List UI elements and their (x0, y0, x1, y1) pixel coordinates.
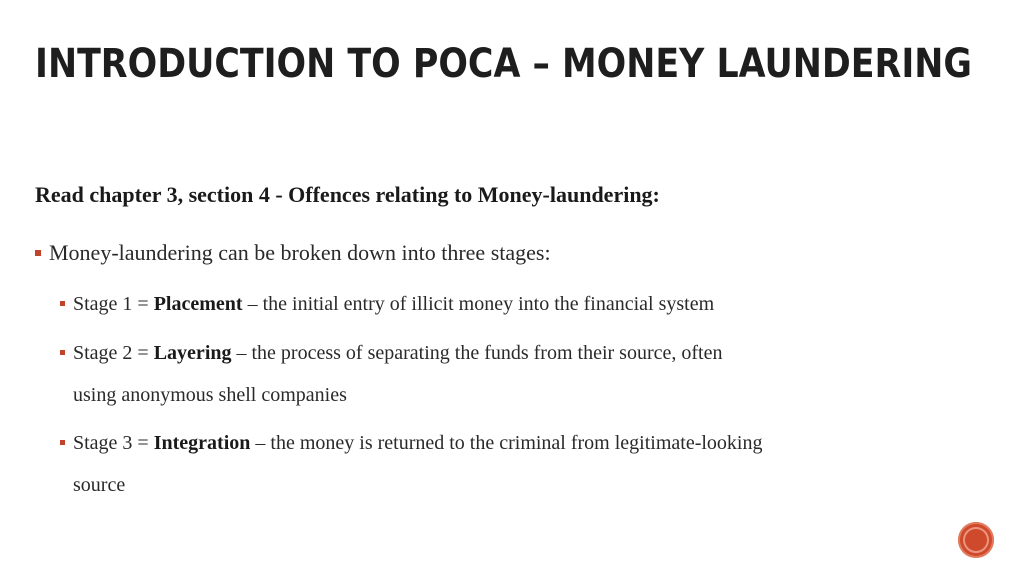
bullet-main-text: Money-laundering can be broken down into three stages: (49, 240, 551, 265)
stage-term: Placement (153, 293, 243, 315)
square-bullet-icon (60, 440, 65, 445)
stage-item-3 (60, 422, 1000, 506)
stage-prefix: Stage 1 = (73, 293, 154, 315)
square-bullet-icon (60, 301, 65, 306)
square-bullet-icon (60, 350, 65, 355)
stage-description: – the process of separating the funds from their source, often (231, 342, 723, 364)
stage-continuation: using anonymous shell companies (73, 384, 347, 406)
stage-term: Integration (153, 432, 251, 454)
circular-logo-icon (958, 522, 994, 558)
subheading: Read chapter 3, section 4 - Offences relating to Money-laundering: (35, 182, 660, 207)
slide-title: INTRODUCTION TO POCA – MONEY LAUNDERING (35, 41, 972, 87)
stage-item-1 (60, 283, 1000, 325)
bullet-main (35, 240, 551, 266)
stage-prefix: Stage 3 = (73, 432, 154, 454)
stage-description: – the initial entry of illicit money into the financial system (242, 293, 715, 315)
stage-item-2 (60, 332, 1000, 416)
stage-continuation: source (73, 474, 126, 496)
square-bullet-icon (35, 250, 41, 256)
stage-term: Layering (153, 342, 232, 364)
stage-description: – the money is returned to the criminal from legitimate-looking (250, 432, 763, 454)
stage-prefix: Stage 2 = (73, 342, 154, 364)
